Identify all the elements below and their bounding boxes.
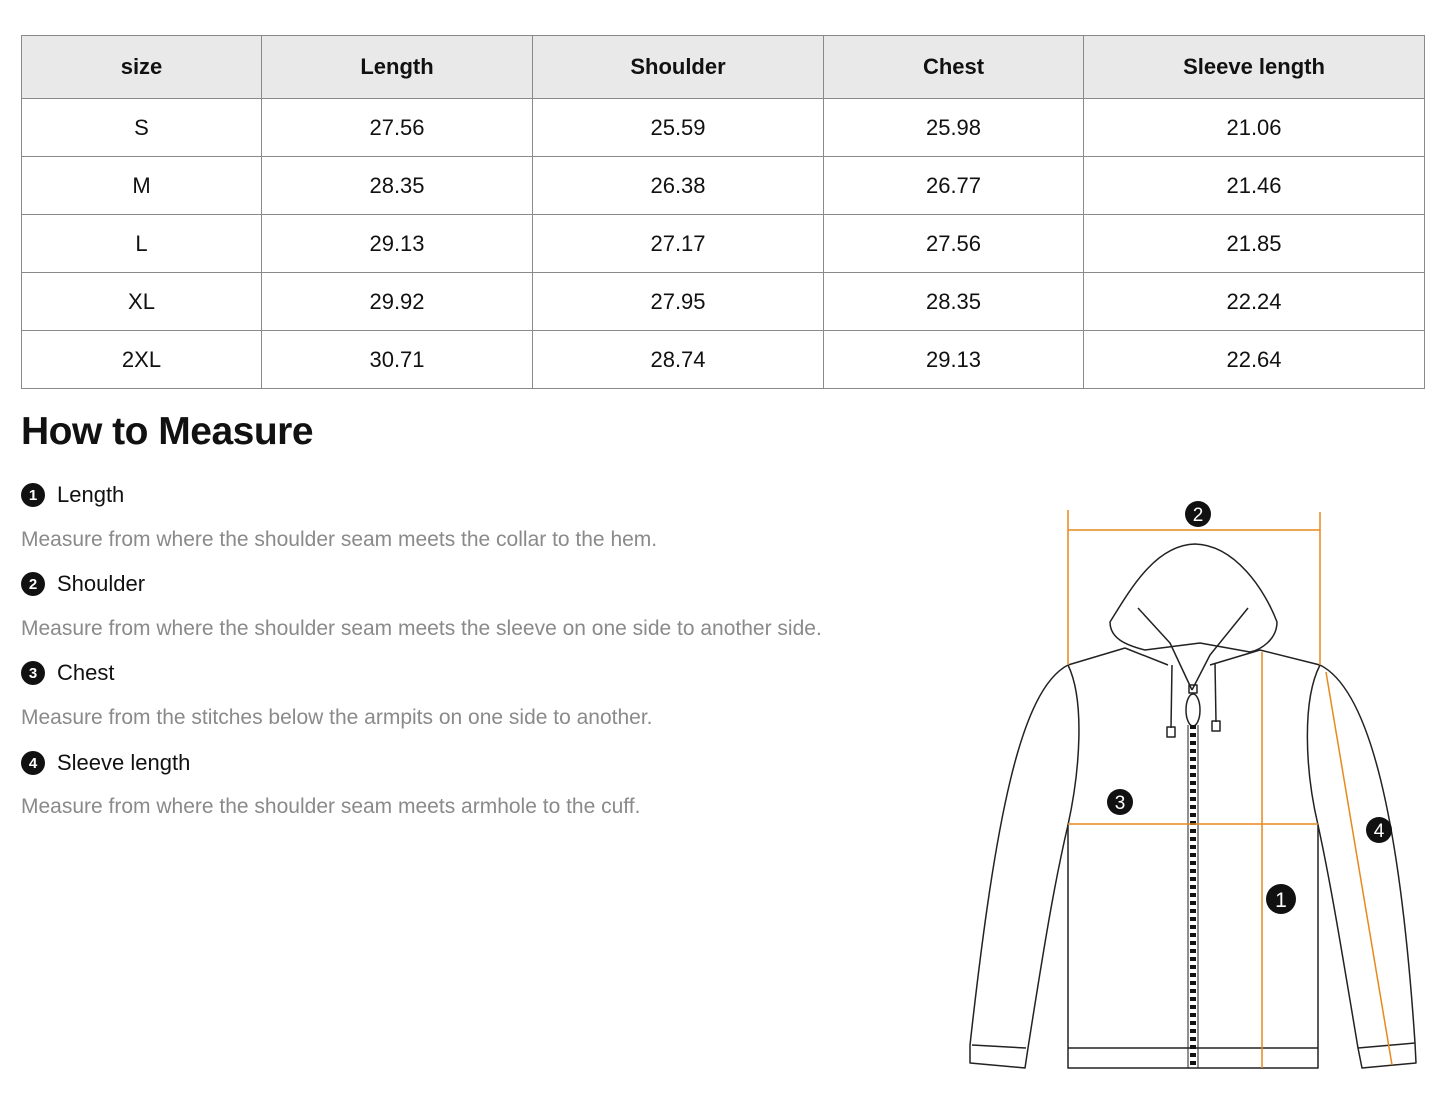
cell-sleeve-length: 22.24: [1084, 273, 1425, 331]
step-number-badge: 2: [21, 572, 45, 596]
table-row: [22, 157, 1425, 215]
cell-chest: 28.35: [824, 273, 1084, 331]
table-row: [22, 273, 1425, 331]
marker-2: [1185, 501, 1211, 527]
hoodie-measurement-diagram: [960, 500, 1430, 1080]
marker-4: [1366, 817, 1392, 843]
svg-text:4: 4: [1373, 821, 1385, 842]
table-header-row: [22, 36, 1425, 99]
cell-size: L: [22, 215, 262, 273]
step-sleeve-length-heading: [21, 750, 190, 776]
cell-length: 28.35: [262, 157, 533, 215]
svg-text:3: 3: [1114, 793, 1126, 814]
size-chart-table: [21, 35, 1425, 389]
cell-shoulder: 28.74: [533, 331, 824, 389]
step-label: Sleeve length: [57, 750, 191, 775]
cell-shoulder: 26.38: [533, 157, 824, 215]
cell-chest: 29.13: [824, 331, 1084, 389]
cell-length: 29.92: [262, 273, 533, 331]
cell-length: 29.13: [262, 215, 533, 273]
header-sleeve-length: Sleeve length: [1084, 36, 1425, 99]
svg-text:2: 2: [1192, 505, 1204, 526]
cell-length: 27.56: [262, 99, 533, 157]
step-shoulder-heading: [21, 571, 145, 597]
step-sleeve-length-description: Measure from where the shoulder seam meets armhole to the cuff.: [21, 795, 641, 818]
marker-3: [1107, 789, 1133, 815]
marker-1: [1266, 884, 1296, 914]
table-row: [22, 331, 1425, 389]
cell-length: 30.71: [262, 331, 533, 389]
step-number-badge: 4: [21, 751, 45, 775]
header-length: Length: [262, 36, 533, 99]
table-row: [22, 99, 1425, 157]
header-chest: Chest: [824, 36, 1084, 99]
measurement-lines: [1068, 510, 1392, 1068]
cell-shoulder: 27.17: [533, 215, 824, 273]
how-to-measure-title: How to Measure: [21, 410, 314, 453]
step-shoulder-description: Measure from where the shoulder seam meets the sleeve on one side to another side.: [21, 617, 822, 640]
cell-sleeve-length: 21.06: [1084, 99, 1425, 157]
cell-sleeve-length: 21.46: [1084, 157, 1425, 215]
cell-size: 2XL: [22, 331, 262, 389]
cell-size: M: [22, 157, 262, 215]
cell-shoulder: 25.59: [533, 99, 824, 157]
step-chest-description: Measure from the stitches below the armpits on one side to another.: [21, 706, 653, 729]
step-chest-heading: [21, 660, 114, 686]
cell-chest: 27.56: [824, 215, 1084, 273]
header-shoulder: Shoulder: [533, 36, 824, 99]
zipper: [1188, 725, 1198, 1068]
step-label: Shoulder: [57, 571, 146, 596]
cell-shoulder: 27.95: [533, 273, 824, 331]
cell-sleeve-length: 22.64: [1084, 331, 1425, 389]
cell-size: S: [22, 99, 262, 157]
cell-size: XL: [22, 273, 262, 331]
cell-sleeve-length: 21.85: [1084, 215, 1425, 273]
step-length-heading: [21, 482, 124, 508]
step-number-badge: 3: [21, 661, 45, 685]
step-label: Length: [57, 482, 125, 507]
cell-chest: 26.77: [824, 157, 1084, 215]
cell-chest: 25.98: [824, 99, 1084, 157]
step-number-badge: 1: [21, 483, 45, 507]
table-row: [22, 215, 1425, 273]
header-size: size: [22, 36, 262, 99]
step-length-description: Measure from where the shoulder seam meets the collar to the hem.: [21, 528, 658, 551]
step-label: Chest: [57, 660, 115, 685]
svg-text:1: 1: [1275, 889, 1287, 912]
